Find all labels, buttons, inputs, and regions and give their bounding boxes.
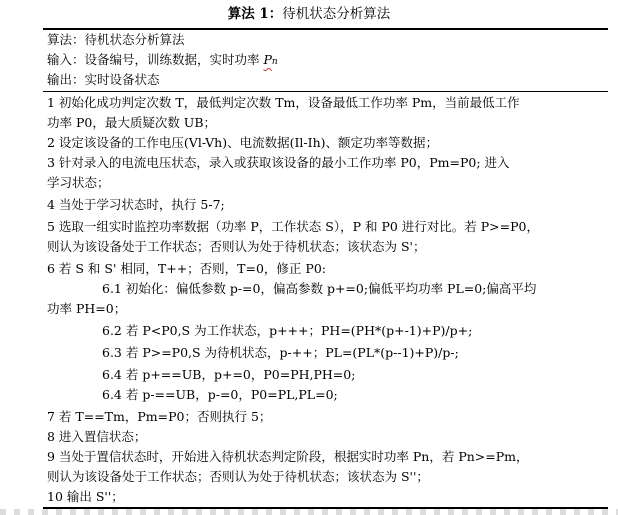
header-rule	[43, 91, 608, 92]
step-4: 4 当处于学习状态时，执行 5-7;	[47, 197, 225, 212]
step-9-line-1: 9 当处于置信状态时，开始进入待机状态判定阶段，根据实时功率 Pn，若 Pn>=Pm，	[47, 449, 529, 464]
top-rule	[43, 28, 608, 30]
header-line-algorithm: 算法：待机状态分析算法	[47, 32, 185, 47]
page-edge-fragment	[0, 509, 618, 515]
step-5-line-2: 则认为该设备处于工作状态；否则认为处于待机状态；该状态为 S'；	[47, 239, 426, 254]
step-3-line-2: 学习状态；	[47, 175, 110, 190]
step-6: 6 若 S 和 S' 相同，T++；否则，T=0，修正 P0:	[47, 261, 326, 276]
step-7: 7 若 T==Tm，Pm=P0；否则执行 5；	[47, 409, 272, 424]
step-6-1-line-2: 功率 PH=0；	[47, 301, 127, 316]
header-line-input: 输入：设备编号，训练数据，实时功率 Pn	[47, 52, 278, 67]
header-line-output: 输出：实时设备状态	[47, 72, 160, 87]
algorithm-title-label: 算法 1：	[227, 6, 283, 22]
step-6-3: 6.3 若 P>=P0,S 为待机状态，p-++；PL=(PL*(p--1)+P)/p-;	[102, 345, 459, 360]
step-6-2: 6.2 若 P<P0,S 为工作状态，p+++；PH=(PH*(p+-1)+P)/p+;	[102, 323, 473, 338]
step-1-line-1: 1 初始化成功判定次数 T，最低判定次数 Tm，设备最低工作功率 Pm，当前最低工作	[47, 95, 520, 110]
step-9-line-2: 则认为该设备处于工作状态；否则认为处于待机状态；该状态为 S''；	[47, 469, 429, 484]
step-6-4-b: 6.4 若 p-==UB，p-=0，P0=PL,PL=0;	[102, 387, 338, 402]
algorithm-title-text: 待机状态分析算法	[282, 6, 391, 22]
step-10: 10 输出 S''；	[47, 489, 124, 504]
step-3-line-1: 3 针对录入的电流电压状态，录入或获取该设备的最小工作功率 P0，Pm=P0; 进入	[47, 155, 510, 170]
step-2: 2 设定该设备的工作电压(Vl-Vh)、电流数据(Il-Ih)、额定功率等数据；	[47, 135, 438, 150]
step-1-line-2: 功率 P0，最大质疑次数 UB；	[47, 115, 217, 130]
step-5-line-1: 5 选取一组实时监控功率数据（功率 P，工作状态 S），P 和 P0 进行对比。若 P>=P0，	[47, 219, 539, 234]
step-8: 8 进入置信状态；	[47, 429, 147, 444]
step-6-4-a: 6.4 若 p+==UB，p+=0，P0=PH,PH=0;	[102, 367, 356, 382]
step-6-1-line-1: 6.1 初始化：偏低参数 p-=0，偏高参数 p+=0;偏低平均功率 PL=0;偏高平均	[102, 281, 537, 296]
algorithm-title	[0, 5, 618, 23]
